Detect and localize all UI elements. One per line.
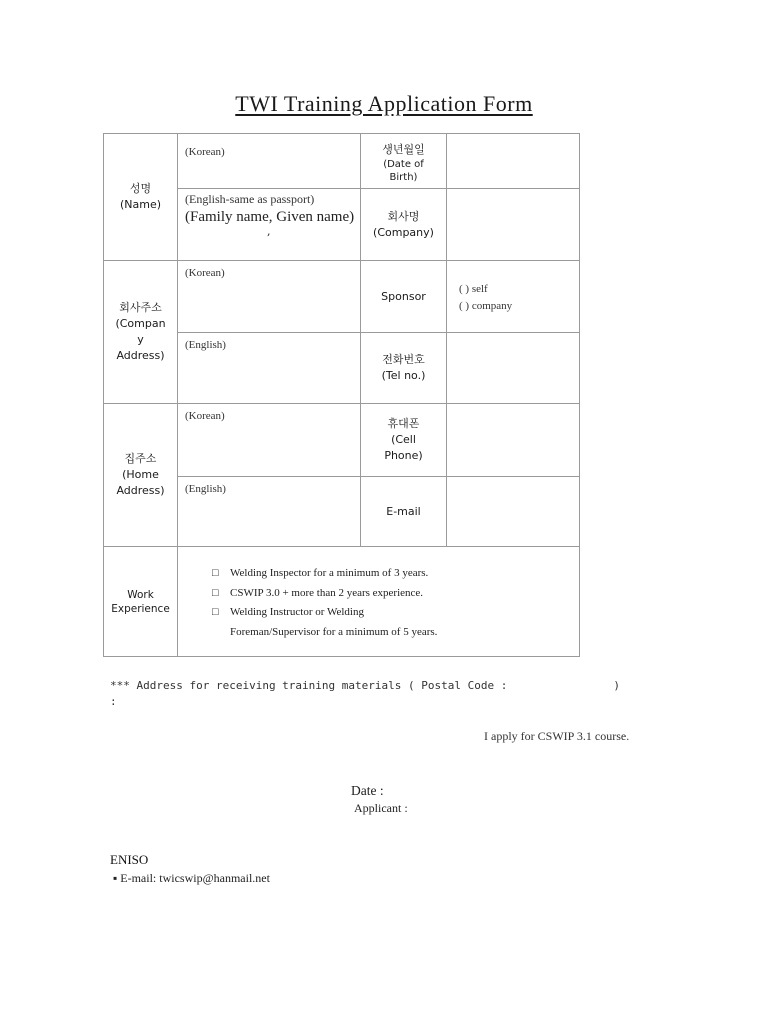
checkbox-icon[interactable]: □ xyxy=(212,606,219,618)
sponsor-option-company[interactable]: ( ) company xyxy=(459,300,513,312)
company-field[interactable] xyxy=(447,189,580,261)
organization-name: ENISO xyxy=(110,852,149,867)
name-korean-field[interactable] xyxy=(178,134,361,189)
applicant-label: Applicant : xyxy=(354,801,408,815)
tel-label-en: (Tel no.) xyxy=(381,369,426,382)
name-korean-hint: (Korean) xyxy=(185,146,225,158)
work-label-1: Work xyxy=(127,588,154,601)
work-option-1[interactable] xyxy=(212,564,579,584)
cell-field[interactable] xyxy=(447,404,580,477)
company-address-korean-field[interactable] xyxy=(178,261,361,333)
contact-email: ▪ E-mail: twicswip@hanmail.net xyxy=(113,871,270,885)
email-label: E-mail xyxy=(386,504,421,518)
date-label: Date : xyxy=(351,783,384,798)
apply-statement: I apply for CSWIP 3.1 course. xyxy=(484,729,630,743)
birth-label-en-1: (Date of xyxy=(383,159,424,170)
company-address-label-en-3: Address) xyxy=(116,349,165,362)
work-label-cell xyxy=(104,547,178,657)
work-option-3[interactable] xyxy=(212,603,579,623)
work-option-1-text: Welding Inspector for a minimum of 3 years. xyxy=(230,567,429,579)
company-address-label-ko: 회사주소 xyxy=(119,301,162,314)
home-address-korean-field[interactable] xyxy=(178,404,361,477)
name-english-format: (Family name, Given name) xyxy=(185,209,355,225)
sponsor-label-cell xyxy=(361,261,447,333)
email-field[interactable] xyxy=(447,477,580,547)
work-option-3-text-2: Foreman/Supervisor for a minimum of 5 years. xyxy=(230,625,438,638)
home-address-english-field[interactable] xyxy=(178,477,361,547)
home-address-label-ko: 집주소 xyxy=(124,452,157,465)
email-label-cell xyxy=(361,477,447,547)
cell-label-en-1: (Cell xyxy=(391,433,416,446)
work-option-3-text-1: Welding Instructor or Welding xyxy=(230,606,364,618)
tel-label-ko: 전화번호 xyxy=(382,353,425,366)
company-address-korean-hint: (Korean) xyxy=(185,267,225,279)
name-label-cell xyxy=(104,134,178,261)
company-address-label-cell xyxy=(104,261,178,404)
birth-field[interactable] xyxy=(447,134,580,189)
address-note xyxy=(110,678,630,710)
work-options xyxy=(178,547,580,657)
tel-label-cell xyxy=(361,333,447,404)
application-table xyxy=(103,133,580,657)
company-address-english-hint: (English) xyxy=(185,339,226,351)
company-label-cell xyxy=(361,189,447,261)
name-english-field[interactable] xyxy=(178,189,361,261)
address-note-colon: : xyxy=(110,695,117,708)
company-label-ko: 회사명 xyxy=(387,209,420,223)
name-label-en: (Name) xyxy=(119,198,162,211)
name-comma: , xyxy=(267,225,271,238)
home-address-label-en-2: Address) xyxy=(116,484,165,497)
birth-label-ko: 생년월일 xyxy=(382,143,425,156)
sponsor-options xyxy=(447,261,580,333)
name-label-ko: 성명 xyxy=(129,182,152,195)
checkbox-icon[interactable]: □ xyxy=(212,567,219,579)
sponsor-label: Sponsor xyxy=(381,289,426,303)
sponsor-option-self[interactable]: ( ) self xyxy=(459,283,488,295)
company-address-english-field[interactable] xyxy=(178,333,361,404)
birth-label-en-2: Birth) xyxy=(389,172,418,183)
name-english-hint: (English-same as passport) xyxy=(185,192,315,206)
work-label-2: Experience xyxy=(111,602,170,615)
checkbox-icon[interactable]: □ xyxy=(212,586,219,599)
birth-label-cell xyxy=(361,134,447,189)
form-title: TWI Training Application Form xyxy=(235,91,533,116)
tel-field[interactable] xyxy=(447,333,580,404)
home-address-label-en-1: (Home xyxy=(122,468,159,481)
company-address-label-en-1: (Compan xyxy=(115,317,166,330)
cell-label-en-2: Phone) xyxy=(384,449,423,462)
cell-label-cell xyxy=(361,404,447,477)
company-address-label-en-2: y xyxy=(137,333,144,346)
address-note-text: *** Address for receiving training materials ( Postal Code : ) xyxy=(110,679,620,692)
company-label-en: (Company) xyxy=(373,225,434,239)
cell-label-ko: 휴대폰 xyxy=(387,417,420,430)
work-option-2[interactable] xyxy=(212,584,579,604)
home-address-label-cell xyxy=(104,404,178,547)
home-address-korean-hint: (Korean) xyxy=(185,410,225,422)
work-option-2-text: CSWIP 3.0 + more than 2 years experience. xyxy=(230,586,424,599)
home-address-english-hint: (English) xyxy=(185,483,226,495)
